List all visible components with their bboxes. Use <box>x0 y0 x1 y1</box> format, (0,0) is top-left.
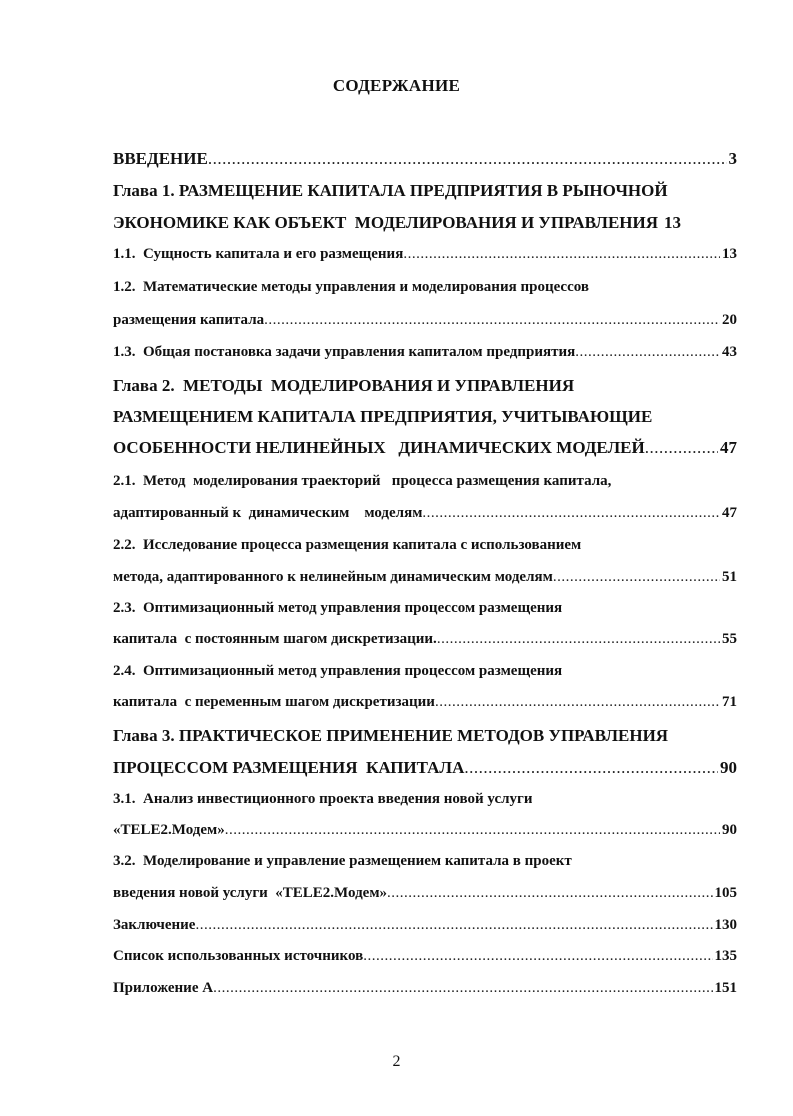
toc-entry-chapter-1-cont <box>113 213 737 237</box>
toc-page-number: 43 <box>722 344 737 360</box>
dot-leader <box>435 694 720 711</box>
toc-entry-text: Глава 2. МЕТОДЫ МОДЕЛИРОВАНИЯ И УПРАВЛЕНИЯ <box>113 376 575 395</box>
toc-page-number: 151 <box>714 980 737 996</box>
toc-entry-chapter-2 <box>113 376 574 400</box>
toc-page-number: 130 <box>714 917 737 933</box>
toc-entry-2-1 <box>113 473 611 497</box>
toc-entry-text: Приложение А <box>113 980 214 996</box>
toc-entry-2-2-cont <box>113 569 737 593</box>
toc-entry-appendix <box>113 980 737 1004</box>
dot-leader <box>387 885 712 902</box>
toc-entry-text: ЭКОНОМИКЕ КАК ОБЪЕКТ МОДЕЛИРОВАНИЯ И УПРАВЛЕНИЯ <box>113 213 659 232</box>
toc-entry-text: 1.1. Сущность капитала и его размещения <box>113 246 404 262</box>
toc-page-number: 55 <box>722 631 737 647</box>
toc-entry-text: введения новой услуги «TELE2.Модем» <box>113 885 388 901</box>
page-title: СОДЕРЖАНИЕ <box>332 76 461 95</box>
toc-entry-1-3 <box>113 344 737 368</box>
toc-entry-1-2-cont <box>113 312 737 336</box>
dot-leader <box>195 917 712 934</box>
toc-entry-intro <box>113 149 737 173</box>
page-number: 2 <box>392 1053 401 1070</box>
toc-entry-2-2 <box>113 537 581 561</box>
dot-leader <box>575 344 720 361</box>
toc-page-number: 47 <box>720 438 737 457</box>
toc-entry-text: Глава 1. РАЗМЕЩЕНИЕ КАПИТАЛА ПРЕДПРИЯТИЯ В РЫНОЧНОЙ <box>113 181 668 200</box>
toc-entry-text: 2.3. Оптимизационный метод управления процессом размещения <box>113 600 563 616</box>
toc-entry-text: ПРОЦЕССОМ РАЗМЕЩЕНИЯ КАПИТАЛА <box>113 758 465 777</box>
toc-page-number: 47 <box>722 505 737 521</box>
dot-leader <box>225 822 720 839</box>
dot-leader <box>208 149 727 169</box>
dot-leader <box>403 246 720 263</box>
toc-entry-text: 3.1. Анализ инвестиционного проекта введения новой услуги <box>113 791 533 807</box>
toc-entry-chapter-2-cont <box>113 438 737 462</box>
toc-entry-text: адаптированный к динамическим моделям <box>113 505 423 521</box>
toc-entry-text: ОСОБЕННОСТИ НЕЛИНЕЙНЫХ ДИНАМИЧЕСКИХ МОДЕЛЕЙ <box>113 438 645 457</box>
toc-entry-3-1-cont <box>113 822 737 846</box>
toc-entry-3-2 <box>113 853 572 877</box>
toc-page-number: 20 <box>722 312 737 328</box>
toc-entry-chapter-1 <box>113 181 668 205</box>
toc-page-number: 90 <box>720 758 737 777</box>
dot-leader <box>363 948 712 965</box>
dot-leader <box>553 569 720 586</box>
toc-entry-3-1 <box>113 791 532 815</box>
toc-page-number: 13 <box>722 246 737 262</box>
toc-entry-2-1-cont <box>113 505 737 529</box>
toc-page-number: 3 <box>728 149 737 168</box>
dot-leader <box>213 980 712 997</box>
toc-entry-text: 1.2. Математические методы управления и моделирования процессов <box>113 279 589 295</box>
toc-entry-2-4 <box>113 663 562 687</box>
toc-entry-2-3 <box>113 600 562 624</box>
toc-page-number: 105 <box>714 885 737 901</box>
toc-page-number: 51 <box>722 569 737 585</box>
dot-leader <box>645 438 718 458</box>
toc-entry-text: капитала с переменным шагом дискретизации <box>113 694 435 710</box>
toc-entry-chapter-2-cont <box>113 407 652 431</box>
toc-entry-text: Глава 3. ПРАКТИЧЕСКОЕ ПРИМЕНЕНИЕ МЕТОДОВ УПРАВЛЕНИЯ <box>113 726 669 745</box>
dot-leader <box>264 312 720 329</box>
toc-entry-text: метода, адаптированного к нелинейным динамическим моделям <box>113 569 553 585</box>
toc-entry-text: капитала с постоянным шагом дискретизации. <box>113 631 437 647</box>
toc-page-number: 135 <box>714 948 737 964</box>
toc-page-number: 71 <box>722 694 737 710</box>
toc-entry-chapter-3 <box>113 726 668 750</box>
toc-entry-text: 1.3. Общая постановка задачи управления капиталом предприятия <box>113 344 576 360</box>
toc-entry-text: 3.2. Моделирование и управление размещением капитала в проект <box>113 853 572 869</box>
dot-leader <box>464 758 718 778</box>
toc-entry-chapter-3-cont <box>113 758 737 782</box>
toc-entry-text: «TELE2.Модем» <box>113 822 225 838</box>
toc-entry-conclusion <box>113 917 737 941</box>
toc-entry-text: Заключение <box>113 917 196 933</box>
toc-page-number: 13 <box>664 213 682 232</box>
toc-entry-text: РАЗМЕЩЕНИЕМ КАПИТАЛА ПРЕДПРИЯТИЯ, УЧИТЫВАЮЩИЕ <box>113 407 653 426</box>
toc-entry-text: 2.2. Исследование процесса размещения капитала с использованием <box>113 537 582 553</box>
toc-entry-1-2 <box>113 279 589 303</box>
toc-entry-text: ВВЕДЕНИЕ <box>113 149 208 168</box>
toc-entry-3-2-cont <box>113 885 737 909</box>
toc-entry-text: размещения капитала <box>113 312 265 328</box>
toc-entry-2-3-cont <box>113 631 737 655</box>
toc-entry-sources <box>113 948 737 972</box>
toc-page-number: 90 <box>722 822 737 838</box>
dot-leader <box>422 505 720 522</box>
toc-entry-text: 2.4. Оптимизационный метод управления процессом размещения <box>113 663 563 679</box>
toc-entry-2-4-cont <box>113 694 737 718</box>
toc-entry-text: 2.1. Метод моделирования траекторий процесса размещения капитала, <box>113 473 612 489</box>
dot-leader <box>437 631 720 648</box>
toc-entry-1-1 <box>113 246 737 270</box>
toc-entry-text: Список использованных источников <box>113 948 364 964</box>
